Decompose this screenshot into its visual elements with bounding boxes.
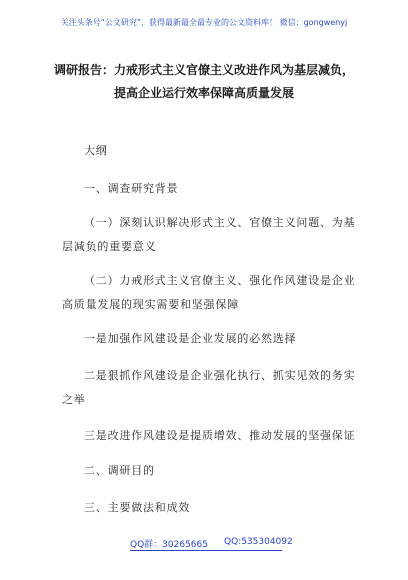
document-title-line-2: 提高企业运行效率保障高质量发展: [113, 86, 294, 100]
point-3: 三是改进作风建设是提质增效、推动发展的坚强保证: [84, 429, 356, 442]
promo-banner: 关注头条号“公文研究”，获得最新最全最专业的公文资料库！ 微信：gongwenyj: [60, 18, 348, 27]
subsection-1-2-line-1: （二）力戒形式主义官僚主义、强化作风建设是企业: [84, 274, 356, 287]
subsection-1-1-line-2: 层减负的重要意义: [62, 240, 157, 253]
point-2-line-2: 之举: [62, 393, 86, 406]
contact-footer: [0, 537, 408, 551]
subsection-1-2-line-2: 高质量发展的现实需要和坚强保障: [62, 298, 239, 311]
qq-number: QQ:535304092: [224, 537, 293, 547]
point-1: 一是加强作风建设是企业发展的必然选择: [84, 332, 297, 345]
outline-heading: 大纲: [84, 144, 108, 157]
section-heading-1: 一、调查研究背景: [84, 182, 179, 195]
document-title-line-1: 调研报告：力戒形式主义官僚主义改进作风为基层减负，: [53, 63, 354, 77]
point-2-line-1: 二是狠抓作风建设是企业强化执行、抓实见效的务实: [84, 369, 356, 382]
section-heading-2: 二、调研目的: [84, 464, 155, 477]
footer-underline: [130, 550, 282, 551]
section-heading-3: 三、主要做法和成效: [84, 501, 191, 514]
qq-group-number: QQ群：30265665: [130, 540, 208, 550]
subsection-1-1-line-1: （一）深刻认识解决形式主义、官僚主义问题、为基: [84, 216, 356, 229]
